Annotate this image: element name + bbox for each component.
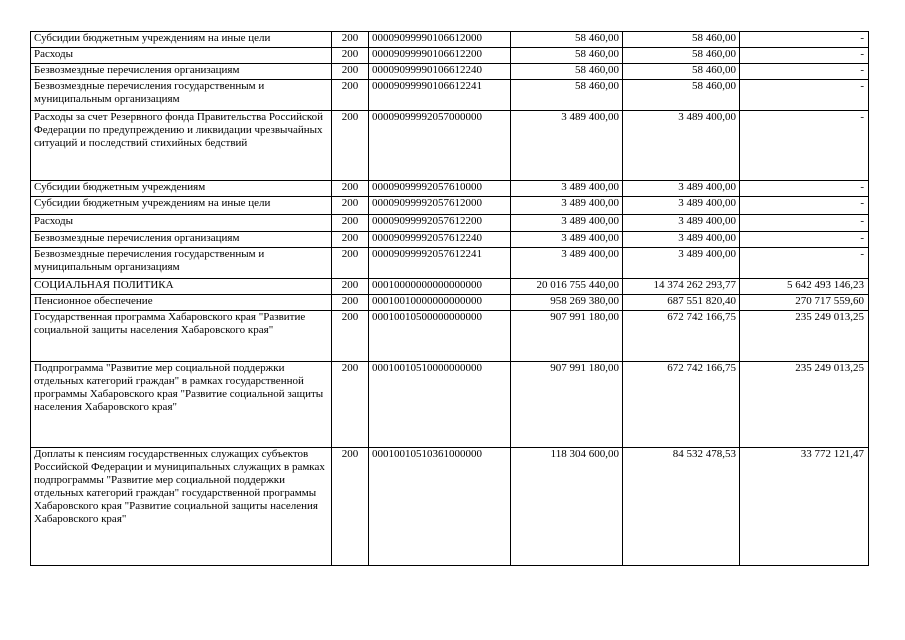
row-classification-code: 00009099992057610000 [369,181,511,197]
row-planned-amount: 20 016 755 440,00 [511,279,623,295]
table-row [31,215,869,232]
row-executed-amount: 58 460,00 [623,48,740,64]
table-row [31,197,869,215]
budget-table [30,31,869,566]
table-row [31,448,869,566]
table-row [31,32,869,48]
row-planned-amount: 58 460,00 [511,80,623,111]
row-planned-amount: 3 489 400,00 [511,232,623,248]
row-remaining-amount: - [740,48,869,64]
table-row [31,362,869,448]
row-admin-code: 200 [332,248,369,279]
row-planned-amount: 3 489 400,00 [511,111,623,181]
row-name: Расходы [31,215,332,232]
row-remaining-amount: 33 772 121,47 [740,448,869,566]
row-classification-code: 00010010510361000000 [369,448,511,566]
row-admin-code: 200 [332,215,369,232]
row-planned-amount: 58 460,00 [511,32,623,48]
row-remaining-amount: 235 249 013,25 [740,311,869,362]
row-classification-code: 00009099990106612241 [369,80,511,111]
row-executed-amount: 58 460,00 [623,80,740,111]
row-remaining-amount: - [740,197,869,215]
row-name: Пенсионное обеспечение [31,295,332,311]
row-name: Безвозмездные перечисления государственным и муниципальным организациям [31,80,332,111]
row-admin-code: 200 [332,80,369,111]
row-planned-amount: 58 460,00 [511,48,623,64]
row-executed-amount: 3 489 400,00 [623,215,740,232]
row-executed-amount: 58 460,00 [623,32,740,48]
row-planned-amount: 907 991 180,00 [511,311,623,362]
row-admin-code: 200 [332,295,369,311]
row-name: Безвозмездные перечисления организациям [31,64,332,80]
table-row [31,311,869,362]
row-remaining-amount: 270 717 559,60 [740,295,869,311]
row-executed-amount: 3 489 400,00 [623,197,740,215]
row-admin-code: 200 [332,64,369,80]
row-remaining-amount: - [740,111,869,181]
row-admin-code: 200 [332,48,369,64]
table-row [31,48,869,64]
row-name: Доплаты к пенсиям государственных служащих субъектов Российской Федерации и муниципальных служащих в рамках подпрограммы "Развитие мер социальной поддержки отдельных категорий граждан" государственной программы Хабаровского края "Развитие социальной защиты населения Хабаровского края" [31,448,332,566]
row-name: СОЦИАЛЬНАЯ ПОЛИТИКА [31,279,332,295]
row-planned-amount: 3 489 400,00 [511,215,623,232]
row-classification-code: 00009099990106612000 [369,32,511,48]
table-row [31,111,869,181]
row-name: Субсидии бюджетным учреждениям на иные цели [31,32,332,48]
row-planned-amount: 3 489 400,00 [511,197,623,215]
table-row [31,181,869,197]
row-planned-amount: 58 460,00 [511,64,623,80]
row-classification-code: 00010010510000000000 [369,362,511,448]
row-planned-amount: 958 269 380,00 [511,295,623,311]
row-executed-amount: 3 489 400,00 [623,232,740,248]
row-name: Безвозмездные перечисления государственным и муниципальным организациям [31,248,332,279]
row-classification-code: 00009099992057612241 [369,248,511,279]
row-classification-code: 00009099992057000000 [369,111,511,181]
row-classification-code: 00009099992057612200 [369,215,511,232]
row-name: Государственная программа Хабаровского края "Развитие социальной защиты населения Хабаровского края" [31,311,332,362]
row-name: Безвозмездные перечисления организациям [31,232,332,248]
row-remaining-amount: - [740,215,869,232]
row-remaining-amount: 5 642 493 146,23 [740,279,869,295]
row-executed-amount: 672 742 166,75 [623,362,740,448]
table-row [31,295,869,311]
row-admin-code: 200 [332,362,369,448]
row-executed-amount: 672 742 166,75 [623,311,740,362]
row-admin-code: 200 [332,448,369,566]
row-planned-amount: 3 489 400,00 [511,181,623,197]
row-classification-code: 00009099990106612200 [369,48,511,64]
table-row [31,64,869,80]
row-executed-amount: 3 489 400,00 [623,248,740,279]
row-admin-code: 200 [332,279,369,295]
row-admin-code: 200 [332,32,369,48]
row-executed-amount: 58 460,00 [623,64,740,80]
row-remaining-amount: 235 249 013,25 [740,362,869,448]
table-row [31,279,869,295]
row-admin-code: 200 [332,197,369,215]
row-planned-amount: 3 489 400,00 [511,248,623,279]
row-classification-code: 00010000000000000000 [369,279,511,295]
row-executed-amount: 3 489 400,00 [623,111,740,181]
row-admin-code: 200 [332,181,369,197]
row-remaining-amount: - [740,32,869,48]
row-admin-code: 200 [332,232,369,248]
row-executed-amount: 3 489 400,00 [623,181,740,197]
row-admin-code: 200 [332,311,369,362]
row-classification-code: 00010010500000000000 [369,311,511,362]
row-remaining-amount: - [740,181,869,197]
table-row [31,248,869,279]
row-remaining-amount: - [740,64,869,80]
row-name: Субсидии бюджетным учреждениям на иные цели [31,197,332,215]
row-classification-code: 00009099992057612240 [369,232,511,248]
row-executed-amount: 84 532 478,53 [623,448,740,566]
table-row [31,80,869,111]
row-remaining-amount: - [740,80,869,111]
row-remaining-amount: - [740,232,869,248]
row-executed-amount: 687 551 820,40 [623,295,740,311]
row-name: Расходы за счет Резервного фонда Правительства Российской Федерации по предупреждению и ликвидации чрезвычайных ситуаций и последствий стихийных бедствий [31,111,332,181]
table-row [31,232,869,248]
row-classification-code: 00009099992057612000 [369,197,511,215]
row-name: Субсидии бюджетным учреждениям [31,181,332,197]
row-remaining-amount: - [740,248,869,279]
row-admin-code: 200 [332,111,369,181]
row-planned-amount: 907 991 180,00 [511,362,623,448]
row-name: Подпрограмма "Развитие мер социальной поддержки отдельных категорий граждан" в рамках государственной программы Хабаровского края "Развитие социальной защиты населения Хабаровского края" [31,362,332,448]
row-name: Расходы [31,48,332,64]
row-executed-amount: 14 374 262 293,77 [623,279,740,295]
row-classification-code: 00009099990106612240 [369,64,511,80]
row-classification-code: 00010010000000000000 [369,295,511,311]
row-planned-amount: 118 304 600,00 [511,448,623,566]
